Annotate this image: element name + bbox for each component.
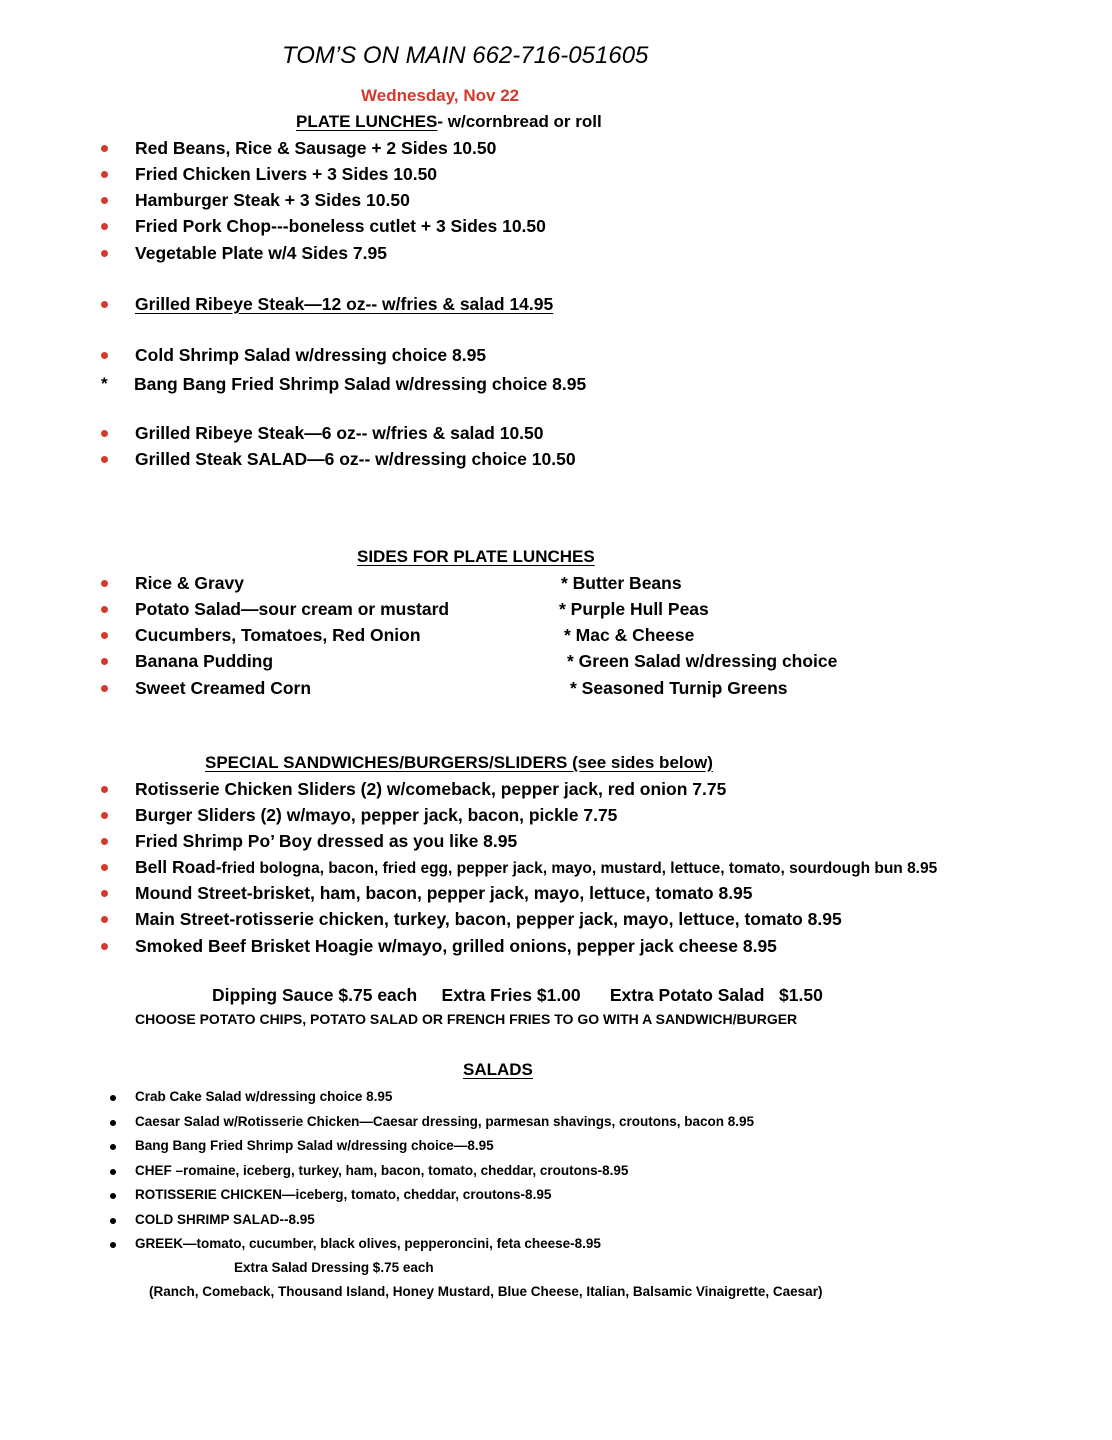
salad-item: CHEF –romaine, iceberg, turkey, ham, bacon, tomato, cheddar, croutons-8.95: [135, 1163, 629, 1178]
salad-item: Crab Cake Salad w/dressing choice 8.95: [135, 1089, 393, 1104]
dressing-list: (Ranch, Comeback, Thousand Island, Honey Mustard, Blue Cheese, Italian, Balsamic Vinaigrette, Caesar): [149, 1284, 823, 1299]
bullet-icon: [101, 812, 108, 819]
sandwich-name: Bell Road-: [135, 857, 222, 877]
plate-item: Hamburger Steak + 3 Sides 10.50: [135, 190, 410, 210]
bullet-icon: [101, 456, 108, 463]
sandwich-item: Main Street-rotisserie chicken, turkey, bacon, pepper jack, mayo, lettuce, tomato 8.95: [135, 909, 842, 929]
bullet-icon: [101, 145, 108, 152]
sandwich-sides-note: CHOOSE POTATO CHIPS, POTATO SALAD OR FRENCH FRIES TO GO WITH A SANDWICH/BURGER: [135, 1011, 798, 1027]
extras-line: Dipping Sauce $.75 each Extra Fries $1.00 Extra Potato Salad $1.50: [212, 985, 823, 1005]
side-item: Banana Pudding: [135, 651, 274, 671]
bullet-icon: [101, 223, 108, 230]
bullet-icon: [101, 250, 108, 257]
bullet-icon: [101, 632, 108, 639]
plate-lunches-heading-note: - w/cornbread or roll: [437, 112, 602, 131]
side-item: * Green Salad w/dressing choice: [567, 651, 838, 671]
menu-date: Wednesday, Nov 22: [361, 86, 520, 105]
salads-heading: SALADS: [463, 1060, 533, 1079]
bullet-icon: [101, 197, 108, 204]
plate-item: Bang Bang Fried Shrimp Salad w/dressing choice 8.95: [134, 374, 587, 394]
restaurant-title: TOM’S ON MAIN 662-716-051605: [282, 42, 649, 69]
plate-lunches-heading: [296, 112, 602, 132]
bullet-icon: [110, 1242, 116, 1248]
salad-item: COLD SHRIMP SALAD--8.95: [135, 1212, 315, 1227]
bullet-icon: [101, 916, 108, 923]
bullet-icon: [110, 1144, 116, 1150]
plate-lunches-heading-label: PLATE LUNCHES: [296, 112, 438, 131]
plate-item: Fried Chicken Livers + 3 Sides 10.50: [135, 164, 438, 184]
bullet-icon: [101, 171, 108, 178]
salad-item: ROTISSERIE CHICKEN—iceberg, tomato, cheddar, croutons-8.95: [135, 1187, 552, 1202]
salad-item: GREEK—tomato, cucumber, black olives, pepperoncini, feta cheese-8.95: [135, 1236, 601, 1251]
plate-item: Red Beans, Rice & Sausage + 2 Sides 10.50: [135, 138, 497, 158]
sandwiches-heading: SPECIAL SANDWICHES/BURGERS/SLIDERS (see sides below): [205, 753, 713, 772]
side-item: Rice & Gravy: [135, 573, 244, 593]
side-item: Potato Salad—sour cream or mustard: [135, 599, 450, 619]
bullet-icon: [101, 352, 108, 359]
side-item: * Butter Beans: [561, 573, 682, 593]
sandwich-item: Fried Shrimp Po’ Boy dressed as you like 8.95: [135, 831, 518, 851]
plate-item: Grilled Steak SALAD—6 oz-- w/dressing choice 10.50: [135, 449, 576, 469]
side-item: Sweet Creamed Corn: [135, 678, 312, 698]
side-item: * Purple Hull Peas: [559, 599, 709, 619]
bullet-icon: [101, 301, 108, 308]
bullet-icon: [101, 890, 108, 897]
plate-item: Grilled Ribeye Steak—6 oz-- w/fries & salad 10.50: [135, 423, 544, 443]
sandwich-description: fried bologna, bacon, fried egg, pepper jack, mayo, mustard, lettuce, tomato, sourdough bun 8.95: [221, 860, 938, 877]
bullet-icon: [101, 658, 108, 665]
bullet-icon: [101, 838, 108, 845]
bullet-icon: [110, 1218, 116, 1224]
side-item: * Seasoned Turnip Greens: [570, 678, 788, 698]
sandwich-item: Burger Sliders (2) w/mayo, pepper jack, bacon, pickle 7.75: [135, 805, 618, 825]
bullet-icon: [101, 430, 108, 437]
bullet-icon: [110, 1095, 116, 1101]
sandwich-item: Mound Street-brisket, ham, bacon, pepper jack, mayo, lettuce, tomato 8.95: [135, 883, 753, 903]
bullet-icon: [101, 786, 108, 793]
sandwich-item-bell-road: [135, 857, 937, 878]
sandwich-item: Smoked Beef Brisket Hoagie w/mayo, grilled onions, pepper jack cheese 8.95: [135, 936, 777, 956]
plate-item: Cold Shrimp Salad w/dressing choice 8.95: [135, 345, 487, 365]
plate-item-featured: Grilled Ribeye Steak—12 oz-- w/fries & salad 14.95: [135, 294, 554, 314]
bullet-icon: [110, 1193, 116, 1199]
star-bullet-icon: *: [101, 374, 108, 393]
bullet-icon: [101, 943, 108, 950]
bullet-icon: [101, 580, 108, 587]
salad-item: Bang Bang Fried Shrimp Salad w/dressing choice—8.95: [135, 1138, 494, 1153]
extra-dressing-note: Extra Salad Dressing $.75 each: [234, 1260, 434, 1275]
bullet-icon: [101, 685, 108, 692]
side-item: * Mac & Cheese: [564, 625, 695, 645]
sides-heading: SIDES FOR PLATE LUNCHES: [357, 547, 595, 566]
side-item: Cucumbers, Tomatoes, Red Onion: [135, 625, 421, 645]
bullet-icon: [101, 864, 108, 871]
salad-item: Caesar Salad w/Rotisserie Chicken—Caesar dressing, parmesan shavings, croutons, bacon 8.95: [135, 1114, 754, 1129]
sandwich-item: Rotisserie Chicken Sliders (2) w/comeback, pepper jack, red onion 7.75: [135, 779, 727, 799]
bullet-icon: [110, 1120, 116, 1126]
plate-item: Vegetable Plate w/4 Sides 7.95: [135, 243, 387, 263]
bullet-icon: [101, 606, 108, 613]
plate-item: Fried Pork Chop---boneless cutlet + 3 Sides 10.50: [135, 216, 546, 236]
bullet-icon: [110, 1169, 116, 1175]
